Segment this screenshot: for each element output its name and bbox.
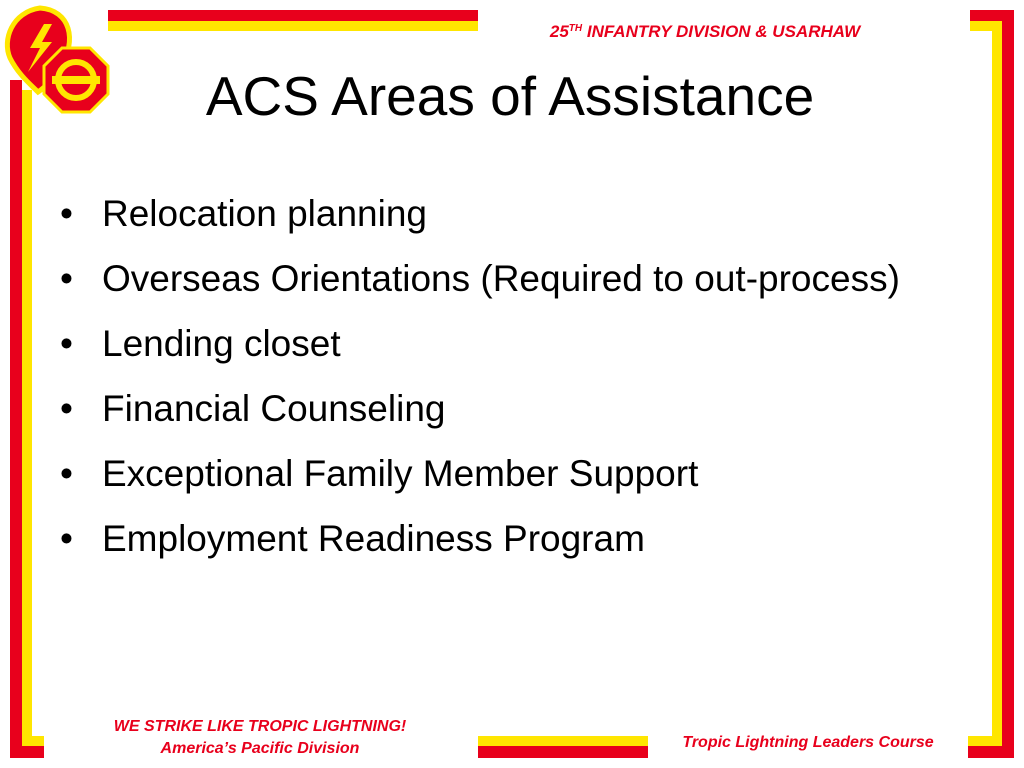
slide-title: ACS Areas of Assistance xyxy=(205,65,815,127)
header-caption-superscript: TH xyxy=(568,23,583,34)
footer-motto-line2: America’s Pacific Division xyxy=(160,740,360,757)
bullet-list xyxy=(60,190,940,580)
bullet-dot: • xyxy=(60,518,73,559)
bullet-item xyxy=(60,450,940,497)
bullet-dot: • xyxy=(60,453,73,494)
bullet-text: Relocation planning xyxy=(102,193,428,234)
bullet-item xyxy=(60,320,940,367)
bullet-dot: • xyxy=(60,323,73,364)
bullet-dot: • xyxy=(60,258,73,299)
bullet-item xyxy=(60,385,940,432)
header-caption xyxy=(470,18,940,43)
footer-course-name: Tropic Lightning Leaders Course xyxy=(682,734,934,751)
header-caption-text: INFANTRY DIVISION & USARHAW xyxy=(582,22,861,41)
bullet-text: Lending closet xyxy=(102,323,341,364)
bullet-dot: • xyxy=(60,193,73,234)
bullet-text: Employment Readiness Program xyxy=(102,518,645,559)
header-caption-number: 25 xyxy=(549,22,569,41)
division-logos xyxy=(0,0,140,130)
bullet-text: Financial Counseling xyxy=(102,388,446,429)
bullet-dot: • xyxy=(60,388,73,429)
bullet-item xyxy=(60,515,940,562)
bullet-text: Overseas Orientations (Required to out-process) xyxy=(102,258,900,299)
bullet-text: Exceptional Family Member Support xyxy=(102,453,699,494)
footer-motto xyxy=(60,716,460,760)
footer-motto-line1: WE STRIKE LIKE TROPIC LIGHTNING! xyxy=(113,718,407,735)
bullet-item xyxy=(60,190,940,237)
hawaii-patch-icon xyxy=(44,48,108,112)
bullet-item xyxy=(60,255,940,302)
